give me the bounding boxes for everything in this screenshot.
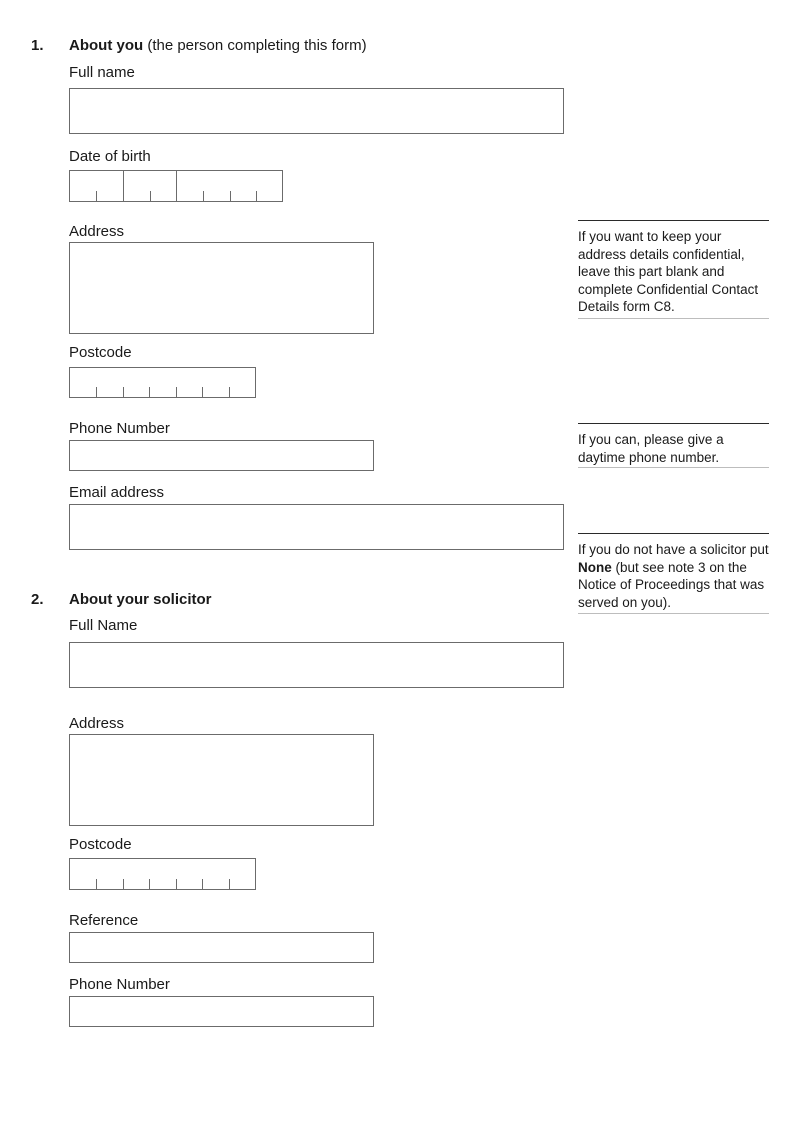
dob-separator: [123, 171, 124, 201]
full-name-label: Full name: [69, 64, 135, 81]
email-address-label: Email address: [69, 484, 165, 501]
solicitor-note-text-end: (but see note 3 on the Notice of Proceedings that was served on you).: [578, 559, 765, 610]
phone-daytime-note: If you can, please give a daytime phone number.: [578, 423, 769, 468]
postcode-tick: [149, 879, 150, 889]
solicitor-postcode-label: Postcode: [69, 836, 132, 853]
postcode-tick: [96, 387, 97, 397]
postcode-tick: [96, 879, 97, 889]
section-2-title: [69, 591, 212, 608]
solicitor-full-name-field[interactable]: [69, 642, 564, 688]
dob-tick: [256, 191, 257, 201]
postcode-tick: [176, 387, 177, 397]
solicitor-note-text: If you do not have a solicitor put: [578, 542, 769, 557]
section-1-title: [69, 37, 367, 54]
solicitor-reference-field[interactable]: [69, 932, 374, 963]
dob-tick: [203, 191, 204, 201]
section-1-title-rest: (the person completing this form): [143, 37, 367, 54]
date-of-birth-label: Date of birth: [69, 148, 151, 165]
solicitor-note-none: None: [578, 559, 612, 575]
email-address-field[interactable]: [69, 504, 564, 550]
section-2-title-bold: About your solicitor: [69, 591, 212, 608]
dob-tick: [230, 191, 231, 201]
postcode-tick: [123, 387, 124, 397]
dob-separator: [176, 171, 177, 201]
section-2-number: 2.: [31, 591, 44, 608]
solicitor-postcode-field[interactable]: [69, 858, 256, 890]
postcode-field[interactable]: [69, 367, 256, 398]
section-1-title-bold: About you: [69, 37, 144, 54]
solicitor-address-field[interactable]: [69, 734, 374, 826]
full-name-field[interactable]: [69, 88, 564, 134]
solicitor-phone-number-label: Phone Number: [69, 976, 170, 993]
postcode-tick: [176, 879, 177, 889]
address-field[interactable]: [69, 242, 374, 334]
solicitor-address-label: Address: [69, 715, 125, 732]
dob-tick: [150, 191, 151, 201]
address-confidential-note: If you want to keep your address details confidential, leave this part blank and complete Confidential Contact Details form C8.: [578, 220, 769, 319]
postcode-tick: [229, 387, 230, 397]
postcode-label: Postcode: [69, 344, 132, 361]
postcode-tick: [149, 387, 150, 397]
date-of-birth-field[interactable]: [69, 170, 283, 202]
phone-number-label: Phone Number: [69, 420, 170, 437]
dob-tick: [96, 191, 97, 201]
solicitor-phone-number-field[interactable]: [69, 996, 374, 1027]
postcode-tick: [202, 387, 203, 397]
solicitor-none-note: [578, 533, 769, 614]
solicitor-full-name-label: Full Name: [69, 617, 138, 634]
address-label: Address: [69, 223, 125, 240]
postcode-tick: [202, 879, 203, 889]
section-1-number: 1.: [31, 37, 44, 54]
postcode-tick: [123, 879, 124, 889]
phone-number-field[interactable]: [69, 440, 374, 471]
postcode-tick: [229, 879, 230, 889]
solicitor-reference-label: Reference: [69, 912, 139, 929]
